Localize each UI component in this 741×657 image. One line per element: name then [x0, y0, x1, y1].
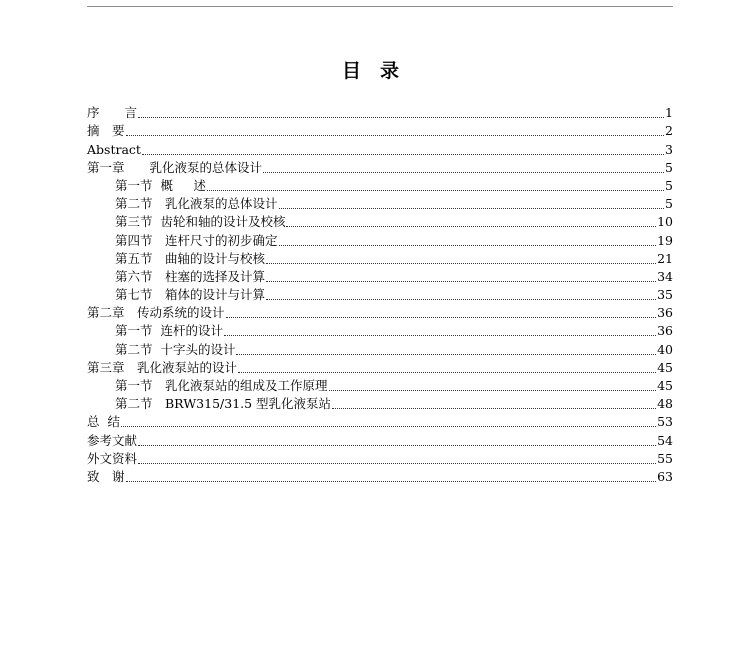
dot-leader [279, 245, 657, 246]
toc-entry[interactable] [87, 268, 673, 286]
dot-leader [138, 117, 664, 118]
header-rule [87, 6, 673, 7]
toc-entry-page-number: 5 [665, 196, 673, 212]
toc-entry-page-number: 2 [665, 123, 673, 139]
dot-leader [329, 390, 657, 391]
toc-entry-page-number: 54 [657, 432, 673, 448]
dot-leader [263, 172, 664, 173]
toc-entry-label: 总 结 [87, 414, 120, 430]
dot-leader [266, 281, 656, 282]
toc-entry-page-number: 55 [657, 450, 673, 466]
toc-entry[interactable] [87, 122, 673, 140]
toc-entry-page-number: 10 [657, 214, 673, 230]
toc-entry[interactable] [87, 304, 673, 322]
dot-leader [126, 481, 657, 482]
toc-entry[interactable] [87, 322, 673, 340]
toc-entry-page-number: 36 [657, 323, 673, 339]
dot-leader [279, 208, 665, 209]
toc-entry-page-number: 1 [665, 105, 673, 121]
toc-entry-label: 第四节 连杆尺寸的初步确定 [115, 232, 278, 248]
toc-entry-page-number: 19 [657, 232, 673, 248]
toc-entry-label: Abstract [87, 141, 141, 157]
toc-entry[interactable] [87, 231, 673, 249]
toc-entry-label: 第三节 齿轮和轴的设计及校核 [115, 214, 286, 230]
toc-entry[interactable] [87, 213, 673, 231]
toc-entry[interactable] [87, 413, 673, 431]
toc-entry[interactable] [87, 159, 673, 177]
toc-entry[interactable] [87, 286, 673, 304]
dot-leader [332, 408, 656, 409]
toc-entry-page-number: 45 [657, 378, 673, 393]
table-of-contents [87, 104, 673, 486]
toc-entry[interactable] [87, 250, 673, 268]
dot-leader [207, 190, 664, 191]
toc-entry-page-number: 40 [657, 341, 673, 357]
dot-leader [236, 354, 656, 355]
toc-entry-page-number: 34 [657, 268, 673, 284]
page-title: 目 录 [341, 60, 399, 82]
toc-entry[interactable] [87, 104, 673, 122]
toc-entry[interactable] [87, 395, 673, 413]
toc-entry-label: 第七节 箱体的设计与计算 [115, 287, 266, 303]
toc-entry[interactable] [87, 450, 673, 468]
toc-entry[interactable] [87, 468, 673, 486]
dot-leader [266, 263, 656, 264]
toc-entry-page-number: 5 [665, 177, 673, 193]
toc-entry-label: 序 言 [87, 105, 138, 121]
toc-entry-label: 第六节 柱塞的选择及计算 [115, 268, 266, 284]
toc-entry-label: 第一节 连杆的设计 [115, 323, 223, 339]
toc-entry-label: 第二节 乳化液泵的总体设计 [115, 196, 278, 212]
toc-entry[interactable] [87, 359, 673, 377]
toc-entry-label: 第二节 BRW315/31.5 型乳化液泵站 [115, 396, 332, 412]
dot-leader [286, 226, 656, 227]
toc-entry[interactable] [87, 140, 673, 158]
toc-entry-label: 第二章 传动系统的设计 [87, 305, 225, 321]
toc-entry-page-number: 45 [657, 359, 673, 375]
dot-leader [238, 372, 656, 373]
toc-entry[interactable] [87, 195, 673, 213]
toc-entry-page-number: 35 [657, 287, 673, 303]
toc-entry-page-number: 48 [657, 396, 673, 412]
toc-entry[interactable] [87, 377, 673, 395]
toc-entry-page-number: 53 [657, 414, 673, 430]
toc-entry-page-number: 5 [665, 159, 673, 175]
dot-leader [224, 335, 656, 336]
dot-leader [126, 135, 665, 136]
toc-entry-label: 第五节 曲轴的设计与校核 [115, 250, 266, 266]
toc-entry-page-number: 63 [657, 468, 673, 484]
toc-entry-label: 第一节 概 述 [115, 177, 206, 193]
toc-entry[interactable] [87, 431, 673, 449]
toc-entry-label: 第二节 十字头的设计 [115, 341, 236, 357]
toc-entry-label: 参考文献 [87, 432, 138, 448]
dot-leader [138, 445, 656, 446]
dot-leader [138, 463, 656, 464]
toc-entry-label: 第一章 乳化液泵的总体设计 [87, 159, 263, 175]
toc-entry-label: 致 谢 [87, 468, 125, 484]
toc-entry[interactable] [87, 177, 673, 195]
toc-entry[interactable] [87, 340, 673, 358]
dot-leader [121, 426, 656, 427]
toc-entry-label: 外文资料 [87, 450, 138, 466]
toc-entry-page-number: 3 [665, 141, 673, 157]
toc-entry-page-number: 36 [657, 305, 673, 321]
toc-entry-label: 摘 要 [87, 123, 125, 139]
dot-leader [226, 317, 657, 318]
dot-leader [266, 299, 656, 300]
toc-entry-label: 第一节 乳化液泵站的组成及工作原理 [115, 378, 328, 393]
toc-entry-page-number: 21 [657, 250, 673, 266]
toc-entry-label: 第三章 乳化液泵站的设计 [87, 359, 238, 375]
dot-leader [142, 154, 664, 155]
